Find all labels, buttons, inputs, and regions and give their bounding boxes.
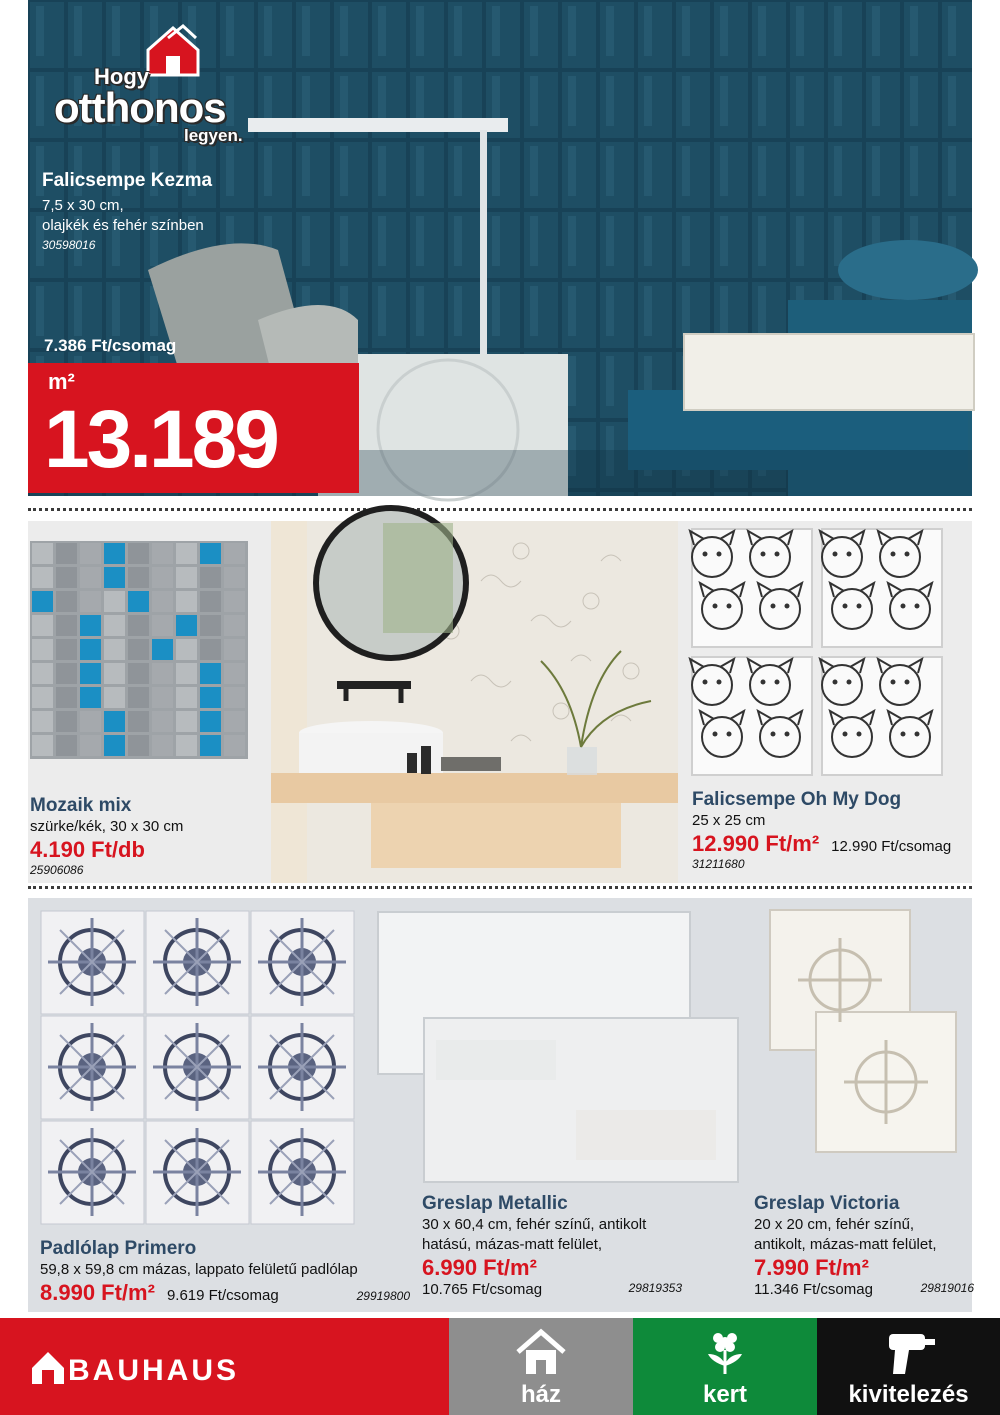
patterned-tile bbox=[146, 1016, 249, 1119]
gray-mosaic-piece bbox=[80, 735, 101, 756]
hero-product-info bbox=[42, 170, 212, 252]
main-price: 13.189 bbox=[44, 394, 277, 485]
gray-mosaic-piece bbox=[56, 615, 77, 636]
patterned-tile bbox=[41, 1121, 144, 1224]
primero-tiles-image bbox=[40, 910, 357, 1227]
blue-mosaic-piece bbox=[200, 711, 221, 732]
gray-mosaic-piece bbox=[224, 663, 245, 684]
gray-mosaic-piece bbox=[176, 567, 197, 588]
gray-mosaic-piece bbox=[56, 735, 77, 756]
gray-mosaic-piece bbox=[56, 591, 77, 612]
gray-mosaic-piece bbox=[128, 687, 149, 708]
gray-mosaic-piece bbox=[56, 543, 77, 564]
product-desc-line-2: antikolt, mázas-matt felület, bbox=[754, 1236, 937, 1253]
gray-mosaic-piece bbox=[128, 711, 149, 732]
product-desc: 25 x 25 cm bbox=[692, 812, 766, 829]
gray-mosaic-piece bbox=[128, 735, 149, 756]
gray-mosaic-piece bbox=[224, 615, 245, 636]
product-price: 12.990 Ft/m² bbox=[692, 831, 820, 856]
gray-mosaic-piece bbox=[104, 591, 125, 612]
patterned-tile bbox=[146, 911, 249, 1014]
gray-mosaic-piece bbox=[32, 639, 53, 660]
patterned-tile bbox=[146, 1121, 249, 1224]
footer-bar bbox=[0, 1318, 1000, 1415]
gray-mosaic-piece bbox=[152, 615, 173, 636]
logo-line-1: Hogy bbox=[94, 64, 149, 89]
gray-mosaic-piece bbox=[56, 663, 77, 684]
gray-mosaic-piece bbox=[200, 591, 221, 612]
category-haz[interactable] bbox=[449, 1318, 633, 1415]
product-code: 30598016 bbox=[42, 238, 96, 252]
gray-mosaic-piece bbox=[200, 567, 221, 588]
price-box bbox=[28, 363, 359, 493]
metallic-tiles-image bbox=[376, 910, 742, 1186]
product-name: Greslap Victoria bbox=[754, 1193, 900, 1214]
blue-mosaic-piece bbox=[200, 543, 221, 564]
blue-mosaic-piece bbox=[80, 639, 101, 660]
hero-banner bbox=[28, 0, 972, 496]
gray-mosaic-piece bbox=[56, 567, 77, 588]
gray-mosaic-piece bbox=[56, 687, 77, 708]
gray-mosaic-piece bbox=[104, 639, 125, 660]
gray-mosaic-piece bbox=[56, 711, 77, 732]
victoria-tiles-image bbox=[768, 908, 958, 1154]
victoria-product bbox=[754, 1193, 974, 1298]
category-label: kivitelezés bbox=[848, 1381, 969, 1408]
bauhaus-house-icon bbox=[30, 1348, 66, 1388]
blue-mosaic-piece bbox=[80, 687, 101, 708]
product-price: 4.190 Ft/db bbox=[30, 837, 145, 862]
gray-mosaic-piece bbox=[176, 663, 197, 684]
patterned-tile bbox=[41, 911, 144, 1014]
gray-mosaic-piece bbox=[56, 639, 77, 660]
pack-price: 9.619 Ft/csomag bbox=[166, 1287, 279, 1304]
product-desc-line-2: olajkék és fehér színben bbox=[42, 217, 204, 234]
product-name: Falicsempe Oh My Dog bbox=[692, 789, 902, 810]
gray-mosaic-piece bbox=[32, 615, 53, 636]
blue-mosaic-piece bbox=[104, 567, 125, 588]
gray-mosaic-piece bbox=[80, 543, 101, 564]
gray-mosaic-piece bbox=[152, 735, 173, 756]
gray-mosaic-piece bbox=[224, 591, 245, 612]
hogy-otthonos-legyen-logo bbox=[48, 20, 268, 160]
gray-mosaic-piece bbox=[176, 591, 197, 612]
patterned-tile bbox=[251, 1121, 354, 1224]
mozaik-product bbox=[30, 795, 260, 877]
blue-mosaic-piece bbox=[200, 735, 221, 756]
category-label: ház bbox=[520, 1381, 561, 1408]
divider bbox=[28, 886, 972, 889]
category-label: kert bbox=[702, 1381, 748, 1408]
gray-mosaic-piece bbox=[32, 735, 53, 756]
blue-mosaic-piece bbox=[152, 639, 173, 660]
gray-mosaic-piece bbox=[152, 591, 173, 612]
pack-price: 7.386 Ft/csomag bbox=[44, 336, 177, 355]
gray-mosaic-piece bbox=[128, 543, 149, 564]
gray-mosaic-piece bbox=[176, 639, 197, 660]
product-name: Falicsempe Kezma bbox=[42, 170, 213, 191]
gray-mosaic-piece bbox=[224, 543, 245, 564]
gray-mosaic-piece bbox=[176, 543, 197, 564]
blue-mosaic-piece bbox=[32, 591, 53, 612]
gray-mosaic-piece bbox=[128, 567, 149, 588]
product-desc-line-1: 30 x 60,4 cm, fehér színű, antikolt bbox=[422, 1216, 647, 1233]
gray-mosaic-piece bbox=[224, 567, 245, 588]
pack-price: 11.346 Ft/csomag bbox=[754, 1281, 873, 1298]
gray-mosaic-piece bbox=[32, 567, 53, 588]
gray-mosaic-piece bbox=[152, 687, 173, 708]
drill-icon bbox=[881, 1328, 937, 1378]
gray-mosaic-piece bbox=[32, 711, 53, 732]
gray-mosaic-piece bbox=[80, 711, 101, 732]
category-kivitelezes[interactable] bbox=[817, 1318, 1000, 1415]
blue-mosaic-piece bbox=[200, 663, 221, 684]
gray-mosaic-piece bbox=[104, 687, 125, 708]
product-desc-line-1: 20 x 20 cm, fehér színű, bbox=[754, 1216, 915, 1233]
gray-mosaic-piece bbox=[32, 663, 53, 684]
metallic-product bbox=[422, 1193, 682, 1298]
product-name: Padlólap Primero bbox=[40, 1238, 197, 1259]
oh-my-dog-tiles-image bbox=[690, 527, 946, 779]
gray-mosaic-piece bbox=[80, 591, 101, 612]
mozaik-mix-image bbox=[30, 541, 248, 759]
gray-mosaic-piece bbox=[152, 543, 173, 564]
product-price: 6.990 Ft/m² bbox=[422, 1255, 537, 1280]
category-kert[interactable] bbox=[633, 1318, 817, 1415]
product-name: Greslap Metallic bbox=[422, 1193, 568, 1214]
gray-mosaic-piece bbox=[128, 639, 149, 660]
product-desc-line-2: hatású, mázas-matt felület, bbox=[422, 1236, 603, 1253]
primero-product bbox=[40, 1238, 410, 1306]
gray-mosaic-piece bbox=[176, 711, 197, 732]
flower-icon bbox=[700, 1328, 750, 1378]
gray-mosaic-piece bbox=[104, 615, 125, 636]
product-code: 29919800 bbox=[356, 1289, 410, 1303]
blue-mosaic-piece bbox=[200, 687, 221, 708]
product-name: Mozaik mix bbox=[30, 795, 132, 816]
bauhaus-wordmark: BAUHAUS bbox=[68, 1354, 239, 1387]
gray-mosaic-piece bbox=[200, 639, 221, 660]
bathroom-photo bbox=[271, 521, 678, 883]
pack-price: 12.990 Ft/csomag bbox=[831, 838, 952, 855]
product-price: 7.990 Ft/m² bbox=[754, 1255, 869, 1280]
gray-mosaic-piece bbox=[128, 615, 149, 636]
dog-tile bbox=[690, 657, 812, 775]
divider bbox=[28, 508, 972, 511]
gray-mosaic-piece bbox=[224, 687, 245, 708]
blue-mosaic-piece bbox=[104, 711, 125, 732]
blue-mosaic-piece bbox=[104, 735, 125, 756]
gray-mosaic-piece bbox=[224, 735, 245, 756]
gray-mosaic-piece bbox=[152, 711, 173, 732]
gray-mosaic-piece bbox=[152, 663, 173, 684]
gray-mosaic-piece bbox=[104, 663, 125, 684]
logo-line-3: legyen. bbox=[184, 126, 243, 145]
gray-mosaic-piece bbox=[200, 615, 221, 636]
product-code: 29819016 bbox=[920, 1281, 974, 1295]
dog-tile bbox=[820, 657, 942, 775]
gray-mosaic-piece bbox=[176, 735, 197, 756]
product-code: 31211680 bbox=[692, 857, 745, 871]
gray-mosaic-piece bbox=[128, 663, 149, 684]
patterned-tile bbox=[251, 911, 354, 1014]
logo-line-2: otthonos bbox=[54, 84, 226, 131]
gray-mosaic-piece bbox=[32, 543, 53, 564]
product-desc: szürke/kék, 30 x 30 cm bbox=[30, 818, 184, 835]
product-code: 25906086 bbox=[30, 863, 84, 877]
patterned-tile bbox=[41, 1016, 144, 1119]
product-code: 29819353 bbox=[628, 1281, 682, 1295]
dog-tile bbox=[690, 529, 812, 647]
blue-mosaic-piece bbox=[80, 615, 101, 636]
product-price: 8.990 Ft/m² bbox=[40, 1280, 155, 1305]
gray-mosaic-piece bbox=[224, 711, 245, 732]
house-icon bbox=[514, 1328, 568, 1376]
gray-mosaic-piece bbox=[32, 687, 53, 708]
gray-mosaic-piece bbox=[80, 567, 101, 588]
price-unit: m² bbox=[48, 369, 75, 394]
pack-price: 10.765 Ft/csomag bbox=[422, 1281, 543, 1298]
gray-mosaic-piece bbox=[176, 687, 197, 708]
blue-mosaic-piece bbox=[80, 663, 101, 684]
gray-mosaic-piece bbox=[224, 639, 245, 660]
blue-mosaic-piece bbox=[176, 615, 197, 636]
patterned-tile bbox=[251, 1016, 354, 1119]
blue-mosaic-piece bbox=[104, 543, 125, 564]
bauhaus-brand[interactable] bbox=[0, 1318, 449, 1415]
gray-mosaic-piece bbox=[152, 567, 173, 588]
product-desc-line-1: 7,5 x 30 cm, bbox=[42, 197, 124, 214]
blue-mosaic-piece bbox=[128, 591, 149, 612]
oh-my-dog-product bbox=[692, 789, 982, 871]
product-desc: 59,8 x 59,8 cm mázas, lappato felületű padlólap bbox=[40, 1261, 358, 1278]
dog-tile bbox=[820, 529, 942, 647]
